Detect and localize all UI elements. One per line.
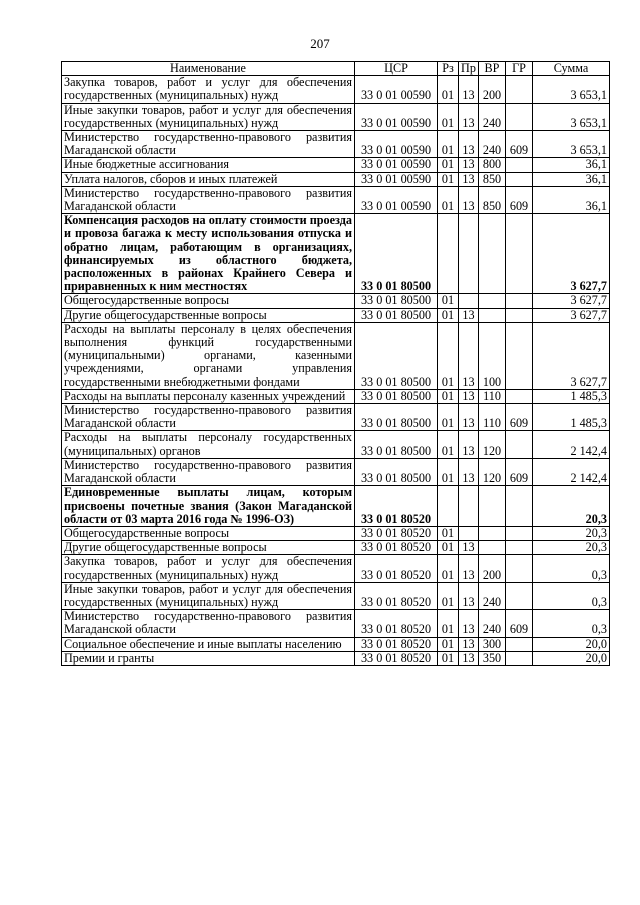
cell-sum: 20,3 xyxy=(533,526,610,540)
table-row xyxy=(62,431,610,458)
cell-pr: 13 xyxy=(459,158,479,172)
cell-gr: 609 xyxy=(506,131,533,158)
cell-gr xyxy=(506,389,533,403)
table-row xyxy=(62,651,610,665)
cell-vr: 350 xyxy=(479,651,506,665)
cell-gr xyxy=(506,637,533,651)
cell-rz: 01 xyxy=(438,389,459,403)
cell-gr xyxy=(506,541,533,555)
cell-name: Иные бюджетные ассигнования xyxy=(62,158,355,172)
cell-name: Социальное обеспечение и иные выплаты населению xyxy=(62,637,355,651)
cell-vr: 240 xyxy=(479,103,506,130)
cell-name: Министерство государственно-правового развития Магаданской области xyxy=(62,131,355,158)
cell-pr: 13 xyxy=(459,322,479,389)
cell-name: Закупка товаров, работ и услуг для обеспечения государственных (муниципальных) нужд xyxy=(62,555,355,582)
cell-gr: 609 xyxy=(506,458,533,485)
cell-vr xyxy=(479,526,506,540)
cell-sum: 0,3 xyxy=(533,582,610,609)
cell-sum: 20,0 xyxy=(533,637,610,651)
cell-csr: 33 0 01 80500 xyxy=(355,458,438,485)
cell-csr: 33 0 01 00590 xyxy=(355,186,438,213)
cell-name: Другие общегосударственные вопросы xyxy=(62,541,355,555)
cell-vr xyxy=(479,541,506,555)
cell-sum: 20,3 xyxy=(533,541,610,555)
table-row xyxy=(62,294,610,308)
cell-csr: 33 0 01 80520 xyxy=(355,582,438,609)
cell-csr: 33 0 01 00590 xyxy=(355,131,438,158)
table-row xyxy=(62,186,610,213)
cell-vr xyxy=(479,486,506,527)
cell-rz: 01 xyxy=(438,651,459,665)
table-row xyxy=(62,308,610,322)
cell-pr: 13 xyxy=(459,582,479,609)
cell-rz: 01 xyxy=(438,308,459,322)
cell-vr: 120 xyxy=(479,458,506,485)
cell-csr: 33 0 01 80520 xyxy=(355,541,438,555)
cell-gr xyxy=(506,103,533,130)
cell-csr: 33 0 01 80520 xyxy=(355,486,438,527)
cell-name: Министерство государственно-правового развития Магаданской области xyxy=(62,404,355,431)
cell-name: Общегосударственные вопросы xyxy=(62,294,355,308)
cell-csr: 33 0 01 80500 xyxy=(355,431,438,458)
cell-vr: 240 xyxy=(479,131,506,158)
table-row xyxy=(62,458,610,485)
cell-gr xyxy=(506,431,533,458)
cell-sum: 36,1 xyxy=(533,158,610,172)
cell-pr: 13 xyxy=(459,308,479,322)
cell-csr: 33 0 01 80500 xyxy=(355,389,438,403)
cell-sum: 0,3 xyxy=(533,555,610,582)
cell-vr: 300 xyxy=(479,637,506,651)
cell-sum: 36,1 xyxy=(533,172,610,186)
cell-name: Расходы на выплаты персоналу казенных учреждений xyxy=(62,389,355,403)
cell-name: Компенсация расходов на оплату стоимости проезда и провоза багажа к месту использования отпуска и обратно лицам, работающим в организациях, финансируемых из областного бюджета, расположенных в районах Крайнего Севера и приравненных к ним местностях xyxy=(62,214,355,294)
cell-pr: 13 xyxy=(459,172,479,186)
cell-csr: 33 0 01 80500 xyxy=(355,308,438,322)
cell-vr: 120 xyxy=(479,431,506,458)
cell-rz: 01 xyxy=(438,322,459,389)
cell-pr: 13 xyxy=(459,458,479,485)
cell-vr: 850 xyxy=(479,172,506,186)
cell-pr: 13 xyxy=(459,610,479,637)
table-row xyxy=(62,389,610,403)
cell-csr: 33 0 01 80520 xyxy=(355,651,438,665)
table-header-row xyxy=(62,62,610,76)
cell-rz: 01 xyxy=(438,172,459,186)
cell-pr xyxy=(459,214,479,294)
cell-name: Расходы на выплаты персоналу в целях обеспечения выполнения функций государственными (муниципальными) органами, казенными учреждениями, органами управления государственными внебюджетными фондами xyxy=(62,322,355,389)
cell-csr: 33 0 01 80520 xyxy=(355,526,438,540)
cell-gr xyxy=(506,555,533,582)
cell-gr xyxy=(506,322,533,389)
cell-rz: 01 xyxy=(438,555,459,582)
table-row xyxy=(62,526,610,540)
cell-vr xyxy=(479,308,506,322)
cell-rz: 01 xyxy=(438,458,459,485)
header-vr: ВР xyxy=(479,62,506,76)
table-row xyxy=(62,131,610,158)
cell-name: Министерство государственно-правового развития Магаданской области xyxy=(62,610,355,637)
cell-vr xyxy=(479,294,506,308)
table-row xyxy=(62,103,610,130)
cell-gr: 609 xyxy=(506,404,533,431)
cell-pr: 13 xyxy=(459,404,479,431)
cell-rz: 01 xyxy=(438,541,459,555)
cell-csr: 33 0 01 80500 xyxy=(355,404,438,431)
cell-rz: 01 xyxy=(438,582,459,609)
cell-sum: 2 142,4 xyxy=(533,458,610,485)
cell-csr: 33 0 01 80520 xyxy=(355,637,438,651)
budget-table xyxy=(61,61,610,666)
cell-sum: 3 653,1 xyxy=(533,103,610,130)
cell-csr: 33 0 01 00590 xyxy=(355,76,438,103)
cell-name: Министерство государственно-правового развития Магаданской области xyxy=(62,186,355,213)
cell-sum: 20,3 xyxy=(533,486,610,527)
cell-gr: 609 xyxy=(506,186,533,213)
table-row xyxy=(62,555,610,582)
cell-rz: 01 xyxy=(438,637,459,651)
cell-gr xyxy=(506,526,533,540)
cell-sum: 1 485,3 xyxy=(533,389,610,403)
header-name: Наименование xyxy=(62,62,355,76)
cell-pr: 13 xyxy=(459,637,479,651)
cell-pr: 13 xyxy=(459,431,479,458)
cell-rz: 01 xyxy=(438,294,459,308)
cell-name: Расходы на выплаты персоналу государственных (муниципальных) органов xyxy=(62,431,355,458)
cell-pr xyxy=(459,294,479,308)
cell-csr: 33 0 01 80500 xyxy=(355,214,438,294)
table-row xyxy=(62,486,610,527)
cell-rz: 01 xyxy=(438,158,459,172)
cell-pr: 13 xyxy=(459,555,479,582)
cell-gr xyxy=(506,172,533,186)
table-row xyxy=(62,582,610,609)
cell-gr xyxy=(506,214,533,294)
cell-vr: 110 xyxy=(479,389,506,403)
cell-vr: 240 xyxy=(479,582,506,609)
cell-csr: 33 0 01 00590 xyxy=(355,172,438,186)
cell-csr: 33 0 01 80500 xyxy=(355,294,438,308)
cell-sum: 2 142,4 xyxy=(533,431,610,458)
header-csr: ЦСР xyxy=(355,62,438,76)
table-row xyxy=(62,404,610,431)
cell-rz: 01 xyxy=(438,404,459,431)
cell-pr: 13 xyxy=(459,131,479,158)
cell-gr xyxy=(506,294,533,308)
cell-name: Единовременные выплаты лицам, которым присвоены почетные звания (Закон Магаданской области от 03 марта 2016 года № 1996-ОЗ) xyxy=(62,486,355,527)
cell-sum: 20,0 xyxy=(533,651,610,665)
cell-name: Иные закупки товаров, работ и услуг для обеспечения государственных (муниципальных) нужд xyxy=(62,103,355,130)
cell-pr: 13 xyxy=(459,76,479,103)
cell-pr: 13 xyxy=(459,103,479,130)
table-row xyxy=(62,541,610,555)
cell-rz xyxy=(438,214,459,294)
cell-gr xyxy=(506,651,533,665)
cell-rz: 01 xyxy=(438,610,459,637)
cell-name: Министерство государственно-правового развития Магаданской области xyxy=(62,458,355,485)
cell-sum: 3 627,7 xyxy=(533,322,610,389)
table-row xyxy=(62,322,610,389)
cell-pr xyxy=(459,526,479,540)
cell-sum: 1 485,3 xyxy=(533,404,610,431)
cell-pr xyxy=(459,486,479,527)
header-rz: Рз xyxy=(438,62,459,76)
cell-name: Иные закупки товаров, работ и услуг для обеспечения государственных (муниципальных) нужд xyxy=(62,582,355,609)
cell-csr: 33 0 01 80520 xyxy=(355,610,438,637)
cell-sum: 3 627,7 xyxy=(533,294,610,308)
cell-rz: 01 xyxy=(438,76,459,103)
cell-vr: 200 xyxy=(479,76,506,103)
header-gr: ГР xyxy=(506,62,533,76)
cell-rz xyxy=(438,486,459,527)
cell-vr: 850 xyxy=(479,186,506,213)
table-row xyxy=(62,172,610,186)
table-row xyxy=(62,610,610,637)
header-pr: Пр xyxy=(459,62,479,76)
cell-rz: 01 xyxy=(438,526,459,540)
cell-pr: 13 xyxy=(459,389,479,403)
cell-rz: 01 xyxy=(438,431,459,458)
cell-gr: 609 xyxy=(506,610,533,637)
cell-name: Другие общегосударственные вопросы xyxy=(62,308,355,322)
cell-csr: 33 0 01 80520 xyxy=(355,555,438,582)
cell-csr: 33 0 01 80500 xyxy=(355,322,438,389)
cell-csr: 33 0 01 00590 xyxy=(355,158,438,172)
cell-vr: 800 xyxy=(479,158,506,172)
cell-sum: 3 653,1 xyxy=(533,131,610,158)
cell-vr: 110 xyxy=(479,404,506,431)
cell-pr: 13 xyxy=(459,186,479,213)
cell-vr: 100 xyxy=(479,322,506,389)
cell-csr: 33 0 01 00590 xyxy=(355,103,438,130)
header-sum: Сумма xyxy=(533,62,610,76)
cell-rz: 01 xyxy=(438,186,459,213)
cell-name: Премии и гранты xyxy=(62,651,355,665)
cell-pr: 13 xyxy=(459,541,479,555)
cell-vr xyxy=(479,214,506,294)
cell-rz: 01 xyxy=(438,131,459,158)
cell-gr xyxy=(506,582,533,609)
cell-sum: 3 627,7 xyxy=(533,308,610,322)
page-number: 207 xyxy=(310,36,330,51)
table-row xyxy=(62,637,610,651)
table-row xyxy=(62,158,610,172)
cell-gr xyxy=(506,158,533,172)
cell-vr: 200 xyxy=(479,555,506,582)
cell-name: Уплата налогов, сборов и иных платежей xyxy=(62,172,355,186)
table-row xyxy=(62,214,610,294)
cell-rz: 01 xyxy=(438,103,459,130)
cell-gr xyxy=(506,486,533,527)
cell-sum: 0,3 xyxy=(533,610,610,637)
cell-sum: 3 653,1 xyxy=(533,76,610,103)
cell-name: Общегосударственные вопросы xyxy=(62,526,355,540)
cell-pr: 13 xyxy=(459,651,479,665)
cell-vr: 240 xyxy=(479,610,506,637)
cell-sum: 36,1 xyxy=(533,186,610,213)
cell-gr xyxy=(506,308,533,322)
table-row xyxy=(62,76,610,103)
cell-name: Закупка товаров, работ и услуг для обеспечения государственных (муниципальных) нужд xyxy=(62,76,355,103)
cell-sum: 3 627,7 xyxy=(533,214,610,294)
cell-gr xyxy=(506,76,533,103)
